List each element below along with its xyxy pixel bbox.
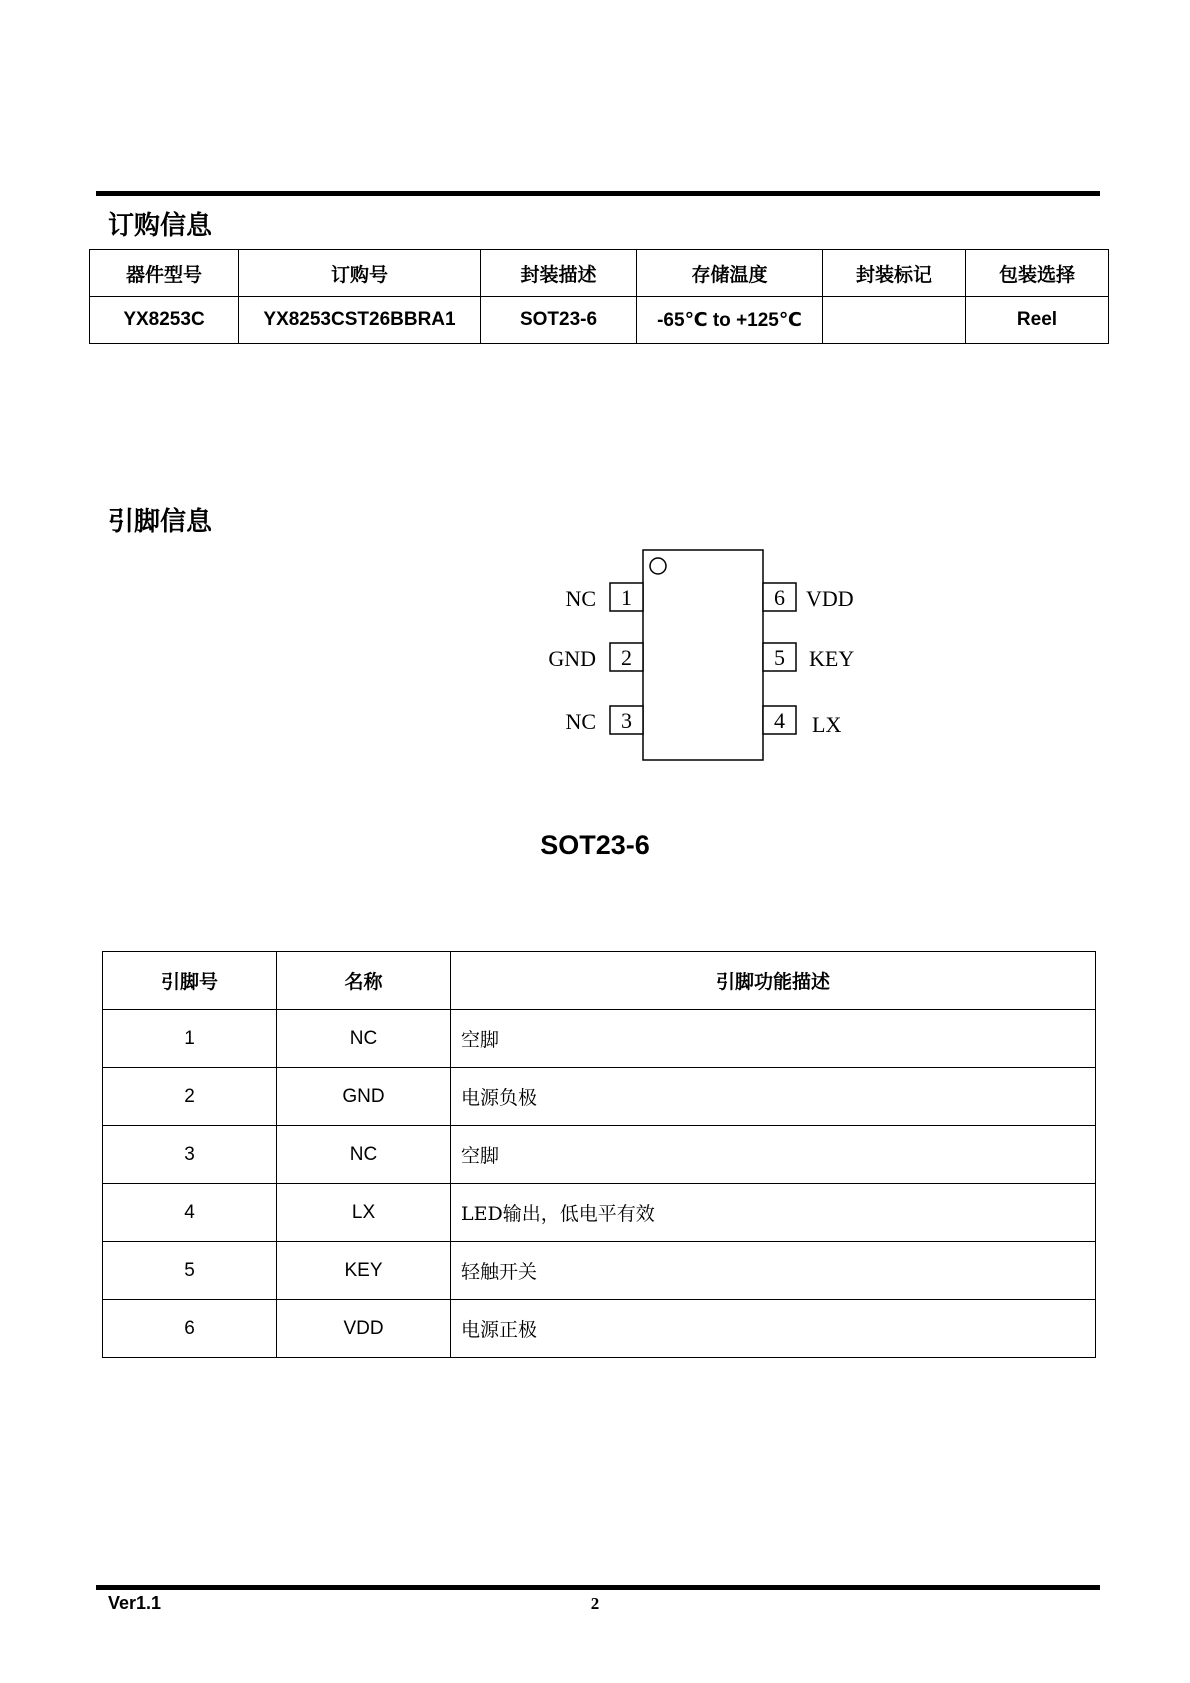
- table-row: [103, 1068, 1096, 1126]
- pin-table-header-cell: 引脚号: [103, 952, 277, 1010]
- ordering-cell: SOT23-6: [481, 297, 637, 344]
- ordering-header-cell: 存储温度: [637, 250, 823, 297]
- pin-desc-cell: 电源负极: [451, 1068, 1096, 1126]
- pin-name: KEY: [809, 646, 855, 671]
- pin-name-cell: KEY: [277, 1242, 451, 1300]
- pin1-marker-icon: [650, 558, 666, 574]
- pin-diagram: [530, 540, 890, 770]
- pin-number: 5: [774, 645, 785, 670]
- pinout-title: 引脚信息: [108, 506, 213, 536]
- ordering-header-cell: 封装标记: [823, 250, 966, 297]
- pin-desc-cell: 电源正极: [451, 1300, 1096, 1358]
- pin-name: NC: [565, 586, 596, 611]
- ordering-cell: Reel: [966, 297, 1109, 344]
- pin-desc-cell: 轻触开关: [451, 1242, 1096, 1300]
- table-row: [103, 1126, 1096, 1184]
- pin-number: 2: [621, 645, 632, 670]
- pin-table-header-row: [103, 952, 1096, 1010]
- ordering-data-row: [90, 297, 1109, 344]
- table-row: [103, 1184, 1096, 1242]
- header-rule: [96, 191, 1100, 196]
- table-row: [103, 1242, 1096, 1300]
- pin-name: GND: [548, 646, 596, 671]
- pin-name-cell: NC: [277, 1010, 451, 1068]
- ordering-cell: [823, 297, 966, 344]
- pin-number: 3: [621, 708, 632, 733]
- pin-number-cell: 4: [103, 1184, 277, 1242]
- pin-name-cell: GND: [277, 1068, 451, 1126]
- pin-name-cell: VDD: [277, 1300, 451, 1358]
- pin-desc-cell: 空脚: [451, 1010, 1096, 1068]
- pin-number-cell: 1: [103, 1010, 277, 1068]
- pin-desc-cell: LED输出，低电平有效: [451, 1184, 1096, 1242]
- pin-name: NC: [565, 709, 596, 734]
- pin-name: LX: [812, 712, 842, 737]
- page-number: 2: [590, 1594, 600, 1613]
- ordering-table: [89, 249, 1109, 344]
- ordering-cell: YX8253CST26BBRA1: [239, 297, 481, 344]
- pin-name-cell: LX: [277, 1184, 451, 1242]
- ordering-cell: -65℃ to +125℃: [637, 297, 823, 344]
- pin-number: 4: [774, 708, 785, 733]
- package-label: SOT23-6: [540, 830, 650, 860]
- ordering-cell: YX8253C: [90, 297, 239, 344]
- table-row: [103, 1010, 1096, 1068]
- pin-number-cell: 2: [103, 1068, 277, 1126]
- pin-number-cell: 6: [103, 1300, 277, 1358]
- pin-desc-cell: 空脚: [451, 1126, 1096, 1184]
- pin-table-header-cell: 名称: [277, 952, 451, 1010]
- pin-number-cell: 5: [103, 1242, 277, 1300]
- table-row: [103, 1300, 1096, 1358]
- pin-number: 6: [774, 585, 785, 610]
- ordering-header-row: [90, 250, 1109, 297]
- ordering-header-cell: 包装选择: [966, 250, 1109, 297]
- pin-name: VDD: [806, 586, 854, 611]
- package-body: [643, 550, 763, 760]
- ordering-title: 订购信息: [108, 210, 213, 240]
- footer-rule: [96, 1585, 1100, 1590]
- pin-number-cell: 3: [103, 1126, 277, 1184]
- ordering-header-cell: 订购号: [239, 250, 481, 297]
- pin-table: [102, 951, 1096, 1358]
- pin-number: 1: [621, 585, 632, 610]
- footer-version: Ver1.1: [108, 1593, 162, 1613]
- pin-table-header-cell: 引脚功能描述: [451, 952, 1096, 1010]
- ordering-header-cell: 器件型号: [90, 250, 239, 297]
- ordering-header-cell: 封装描述: [481, 250, 637, 297]
- pin-name-cell: NC: [277, 1126, 451, 1184]
